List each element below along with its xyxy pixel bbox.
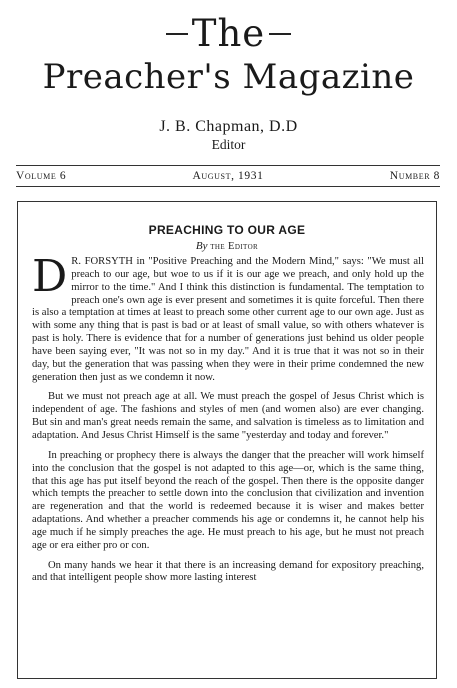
issue-date: August, 1931	[192, 170, 264, 182]
magazine-title: Preacher's Magazine	[42, 57, 415, 97]
article-paragraph-3: In preaching or prophecy there is always the danger that the preacher will work himself into the conclusion that the gospel is not adapted to this age—or, which is the same thing, that this age has put itself beyond the reach of the gospel. Then there is the opposite danger which tempts the preacher to settle down into the conclusion that civilization and invention are regeneration and that the world is redeemed because it is wiser and makes better adaptations. And whether a preacher commends his age or condemns it, he cannot help his age much if he simply preaches the age. He must preach to his age, but he must not preach age or era either pro or con.	[32, 449, 424, 551]
drop-cap-letter: D	[32, 251, 68, 302]
editor-name: J. B. Chapman, D.D	[159, 118, 298, 135]
issue-number: Number 8	[389, 170, 440, 182]
article-paragraph-1	[32, 251, 424, 384]
article-paragraph-2: But we must not preach age at all. We must preach the gospel of Jesus Christ which is independent of age. The fashions and styles of men (and women also) are ever changing. But sin and man's great needs remain the same, and salvation is timeless as to limitation and adaptation. And Jesus Christ Himself is the same "yesterday and today and forever."	[32, 391, 424, 441]
byline-author: the Editor	[210, 241, 259, 252]
article-frame	[17, 201, 437, 679]
byline-by: By	[195, 240, 208, 252]
left-ornament-dash	[166, 33, 188, 35]
right-ornament-dash	[269, 33, 291, 35]
article-title: PREACHING TO OUR AGE	[148, 223, 306, 237]
article-paragraph-4: On many hands we hear it that there is an increasing demand for expository preaching, and that intelligent people show more lasting interest	[32, 559, 424, 584]
article-body	[32, 251, 424, 585]
article-byline	[18, 240, 436, 252]
paragraph-1-text: R. FORSYTH in "Positive Preaching and the Modern Mind," says: "We must all preach to our age, but woe to us if it is our age we preach, and only hold up the mirror to the time." And I think this distinction is fundamental. The temptation to preach one's own age is ever present and sometimes it is quite forceful. Then there is also a temptation at times at least to preach some other current age to our own age. Just as with some any thing that is past is bad or at least of small value, so with others whatever is past is holy. There is evidence that for a number of generations just behind us older people have been saying ever, "It was not so in my day." And it is true that it was not so in their day, but the generation that was passing when they were in their prime condemned the new generation then just as we condemn it now.	[32, 256, 424, 383]
masthead-the: The	[191, 12, 266, 55]
issue-info-bar	[16, 165, 440, 187]
masthead-the-line	[0, 12, 457, 55]
issue-volume: Volume 6	[16, 170, 67, 182]
editor-role: Editor	[211, 137, 246, 152]
